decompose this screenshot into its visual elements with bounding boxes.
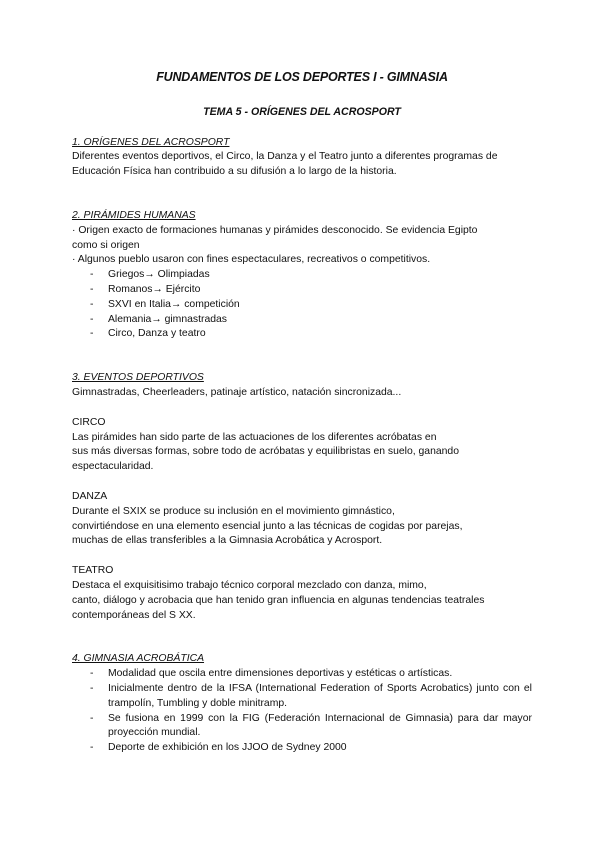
paragraph-line: contemporáneas del S XX. (72, 609, 196, 621)
section-heading: 2. PIRÁMIDES HUMANAS (72, 209, 196, 221)
subsection-title: DANZA (72, 490, 108, 502)
subsection-teatro (72, 564, 532, 623)
pyramid-history-list (72, 268, 532, 342)
paragraph-line: · Origen exacto de formaciones humanas y pirámides desconocido. Se evidencia Egipto (72, 224, 478, 236)
subsection-circo (72, 416, 532, 475)
paragraph-line: muchas de ellas transferibles a la Gimnasia Acrobática y Acrosport. (72, 535, 383, 547)
list-item: - SXVI en Italia→ competición (72, 298, 532, 313)
paragraph-line: sus más diversas formas, sobre todo de acróbatas y equilibristas en suelo, ganando (72, 446, 459, 458)
subsection-title: CIRCO (72, 416, 106, 428)
paragraph-line: Educación Física han contribuido a su difusión a lo largo de la historia. (72, 166, 397, 178)
subsection-danza (72, 490, 532, 549)
paragraph-line: espectacularidad. (72, 461, 154, 473)
paragraph-line: Diferentes eventos deportivos, el Circo, la Danza y el Teatro junto a diferentes programas de (72, 151, 498, 163)
section-heading: 1. ORÍGENES DEL ACROSPORT (72, 136, 230, 148)
section-piramides (72, 209, 532, 342)
section-eventos (72, 371, 532, 623)
section-heading: 3. EVENTOS DEPORTIVOS (72, 372, 204, 384)
paragraph-line: Las pirámides han sido parte de las actuaciones de los diferentes acróbatas en (72, 431, 437, 443)
paragraph-line: Destaca el exquisitisimo trabajo técnico corporal mezclado con danza, mimo, (72, 579, 427, 591)
list-item: - Inicialmente dentro de la IFSA (International Federation of Sports Acrobatics) junto con el trampolín, Tumbling y doble minitramp. (72, 682, 532, 712)
section-heading: 4. GIMNASIA ACROBÁTICA (72, 653, 205, 665)
acrobatic-gymnastics-list (72, 667, 532, 756)
list-item: - Griegos→ Olimpiadas (72, 268, 532, 283)
document-subtitle: TEMA 5 - ORÍGENES DEL ACROSPORT (203, 105, 401, 118)
list-item: - Modalidad que oscila entre dimensiones deportivas y estéticas o artísticas. (72, 667, 532, 682)
paragraph-line: convirtiéndose en una elemento esencial junto a las técnicas de cogidas por parejas, (72, 520, 463, 532)
document-title: FUNDAMENTOS DE LOS DEPORTES I - GIMNASIA (156, 70, 448, 84)
document-page (72, 70, 532, 756)
paragraph-line: canto, diálogo y acrobacia que han tenido gran influencia en algunas tendencias teatrales (72, 594, 485, 606)
list-item: - Alemania→ gimnastradas (72, 313, 532, 328)
subsection-title: TEATRO (72, 565, 114, 577)
paragraph-line: Gimnastradas, Cheerleaders, patinaje artístico, natación sincronizada... (72, 386, 402, 398)
paragraph-line: Durante el SXIX se produce su inclusión en el movimiento gimnástico, (72, 505, 395, 517)
section-origenes (72, 136, 532, 180)
list-item: - Circo, Danza y teatro (72, 327, 532, 342)
list-item: - Deporte de exhibición en los JJOO de Sydney 2000 (72, 741, 532, 756)
list-item: - Romanos→ Ejército (72, 283, 532, 298)
list-item: - Se fusiona en 1999 con la FIG (Federación Internacional de Gimnasia) para dar mayor proyección mundial. (72, 712, 532, 742)
paragraph-line: · Algunos pueblo usaron con fines espectaculares, recreativos o competitivos. (72, 254, 431, 266)
section-gimnasia-acrobatica (72, 652, 532, 756)
paragraph-line: como si origen (72, 239, 140, 251)
